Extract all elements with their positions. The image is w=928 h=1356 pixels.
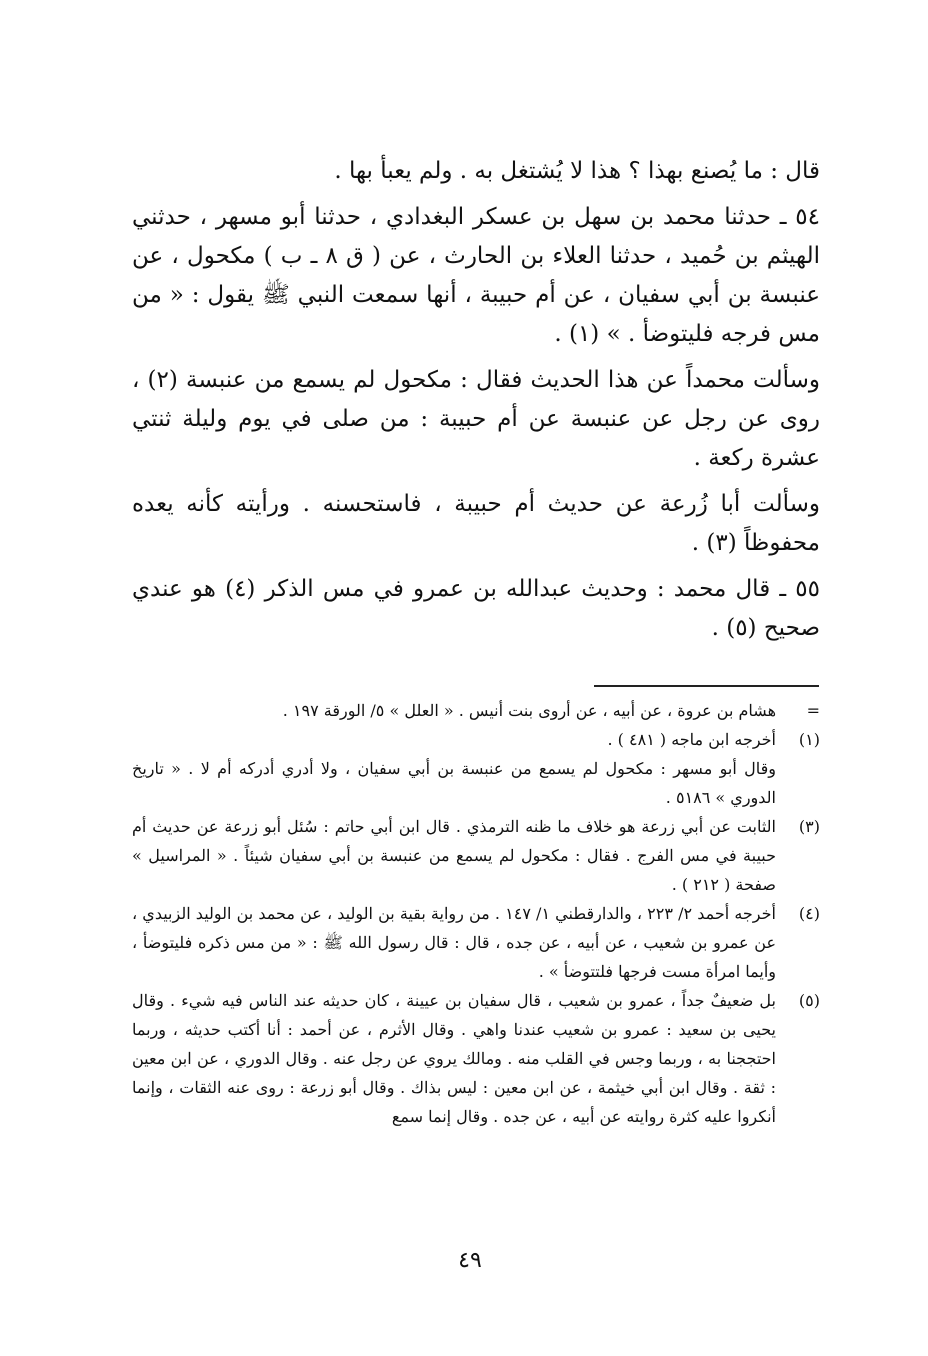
footnote-number: (٥) (798, 991, 820, 1010)
footnote (132, 812, 820, 899)
footnote-divider (594, 685, 819, 687)
footnote (132, 696, 820, 725)
footnote (132, 754, 820, 812)
footnote-number: (١) (798, 730, 820, 749)
footnote-text: بل ضعيفٌ جداً ، عمرو بن شعيب ، قال سفيان بن عيينة ، كان حديثه عند الناس فيه شيء . وقال يحيى بن سعيد : عمرو بن شعيب عندنا واهي . وقال الأثرم ، عن أحمد : أنا أكتب حديثه ، وربما احتججنا به ، وربما وجس في القلب منه . ومالك يروي عن رجل عنه . وقال الدوري ، عن ابن معين : ثقة . وقال ابن أبي خيثمة ، عن ابن معين : ليس بذاك . وقال أبو زرعة : روى عنه الثقات ، وإنما أنكروا عليه كثرة روايته عن أبيه ، عن جده . وقال إنما سمع (132, 991, 777, 1126)
footnote-number: (٣) (798, 817, 820, 836)
footnote-text: هشام بن عروة ، عن أبيه ، عن أروى بنت أنيس . « العلل » ٥/ الورقة ١٩٧ . (282, 701, 776, 720)
footnote (132, 899, 820, 986)
footnote-number (776, 754, 820, 812)
footnotes (132, 696, 820, 1131)
footnote-number: = (806, 701, 820, 720)
footnote (132, 986, 820, 1131)
paragraph: ٥٥ ـ قال محمد : وحديث عبدالله بن عمرو في مس الذكر (٤) هو عندي صحيح (٥) . (132, 576, 820, 641)
main-text (132, 152, 820, 648)
paragraph: ٥٤ ـ حدثنا محمد بن سهل بن عسكر البغدادي ، حدثنا أبو مسهر ، حدثني الهيثم بن حُميد ، حدثنا العلاء بن الحارث ، عن ( ق ٨ ـ ب ) مكحول ، عن عنبسة بن أبي سفيان ، عن أم حبيبة ، أنها سمعت النبي ﷺ يقول : « من مس فرجه فليتوضأ . » (١) . (132, 204, 820, 347)
paragraph: وسألت أبا زُرعة عن حديث أم حبيبة ، فاستحسنه . ورأيته كأنه يعده محفوظاً (٣) . (132, 491, 820, 556)
footnote-text: أخرجه ابن ماجه ( ٤٨١ ) . (607, 730, 776, 749)
footnote-number: (٤) (798, 904, 820, 923)
footnote (132, 725, 820, 754)
footnote-text: الثابت عن أبي زرعة هو خلاف ما ظنه الترمذي . قال ابن أبي حاتم : سُئل أبو زرعة عن حديث أم حبيبة في مس الفرج . فقال : مكحول لم يسمع من عنبسة بن أبي سفيان شيئاً . « المراسيل » صفحة ( ٢١٢ ) . (132, 817, 776, 894)
footnote-text: أخرجه أحمد ٢/ ٢٢٣ ، والدارقطني ١/ ١٤٧ . من رواية بقية بن الوليد ، عن محمد بن الوليد الزبيدي ، عن عمرو بن شعيب ، عن أبيه ، عن جده ، قال : قال رسول الله ﷺ : « من مس ذكره فليتوضأ ، وأيما امرأة مست فرجها فلتتوضأ » . (132, 904, 776, 981)
footnote-text: وقال أبو مسهر : مكحول لم يسمع من عنبسة بن أبي سفيان ، ولا أدري أدركه أم لا . « تاريخ الدوري » ٥١٨٦ . (132, 759, 776, 807)
paragraph: وسألت محمداً عن هذا الحديث فقال : مكحول لم يسمع من عنبسة (٢) ، روى عن رجل عن عنبسة عن أم حبيبة : من صلى في يوم وليلة ثنتي عشرة ركعة . (132, 367, 820, 471)
page-number: ٤٩ (458, 1248, 482, 1273)
paragraph: قال : ما يُصنع بهذا ؟ هذا لا يُشتغل به . ولم يعبأ بها . (334, 158, 820, 184)
